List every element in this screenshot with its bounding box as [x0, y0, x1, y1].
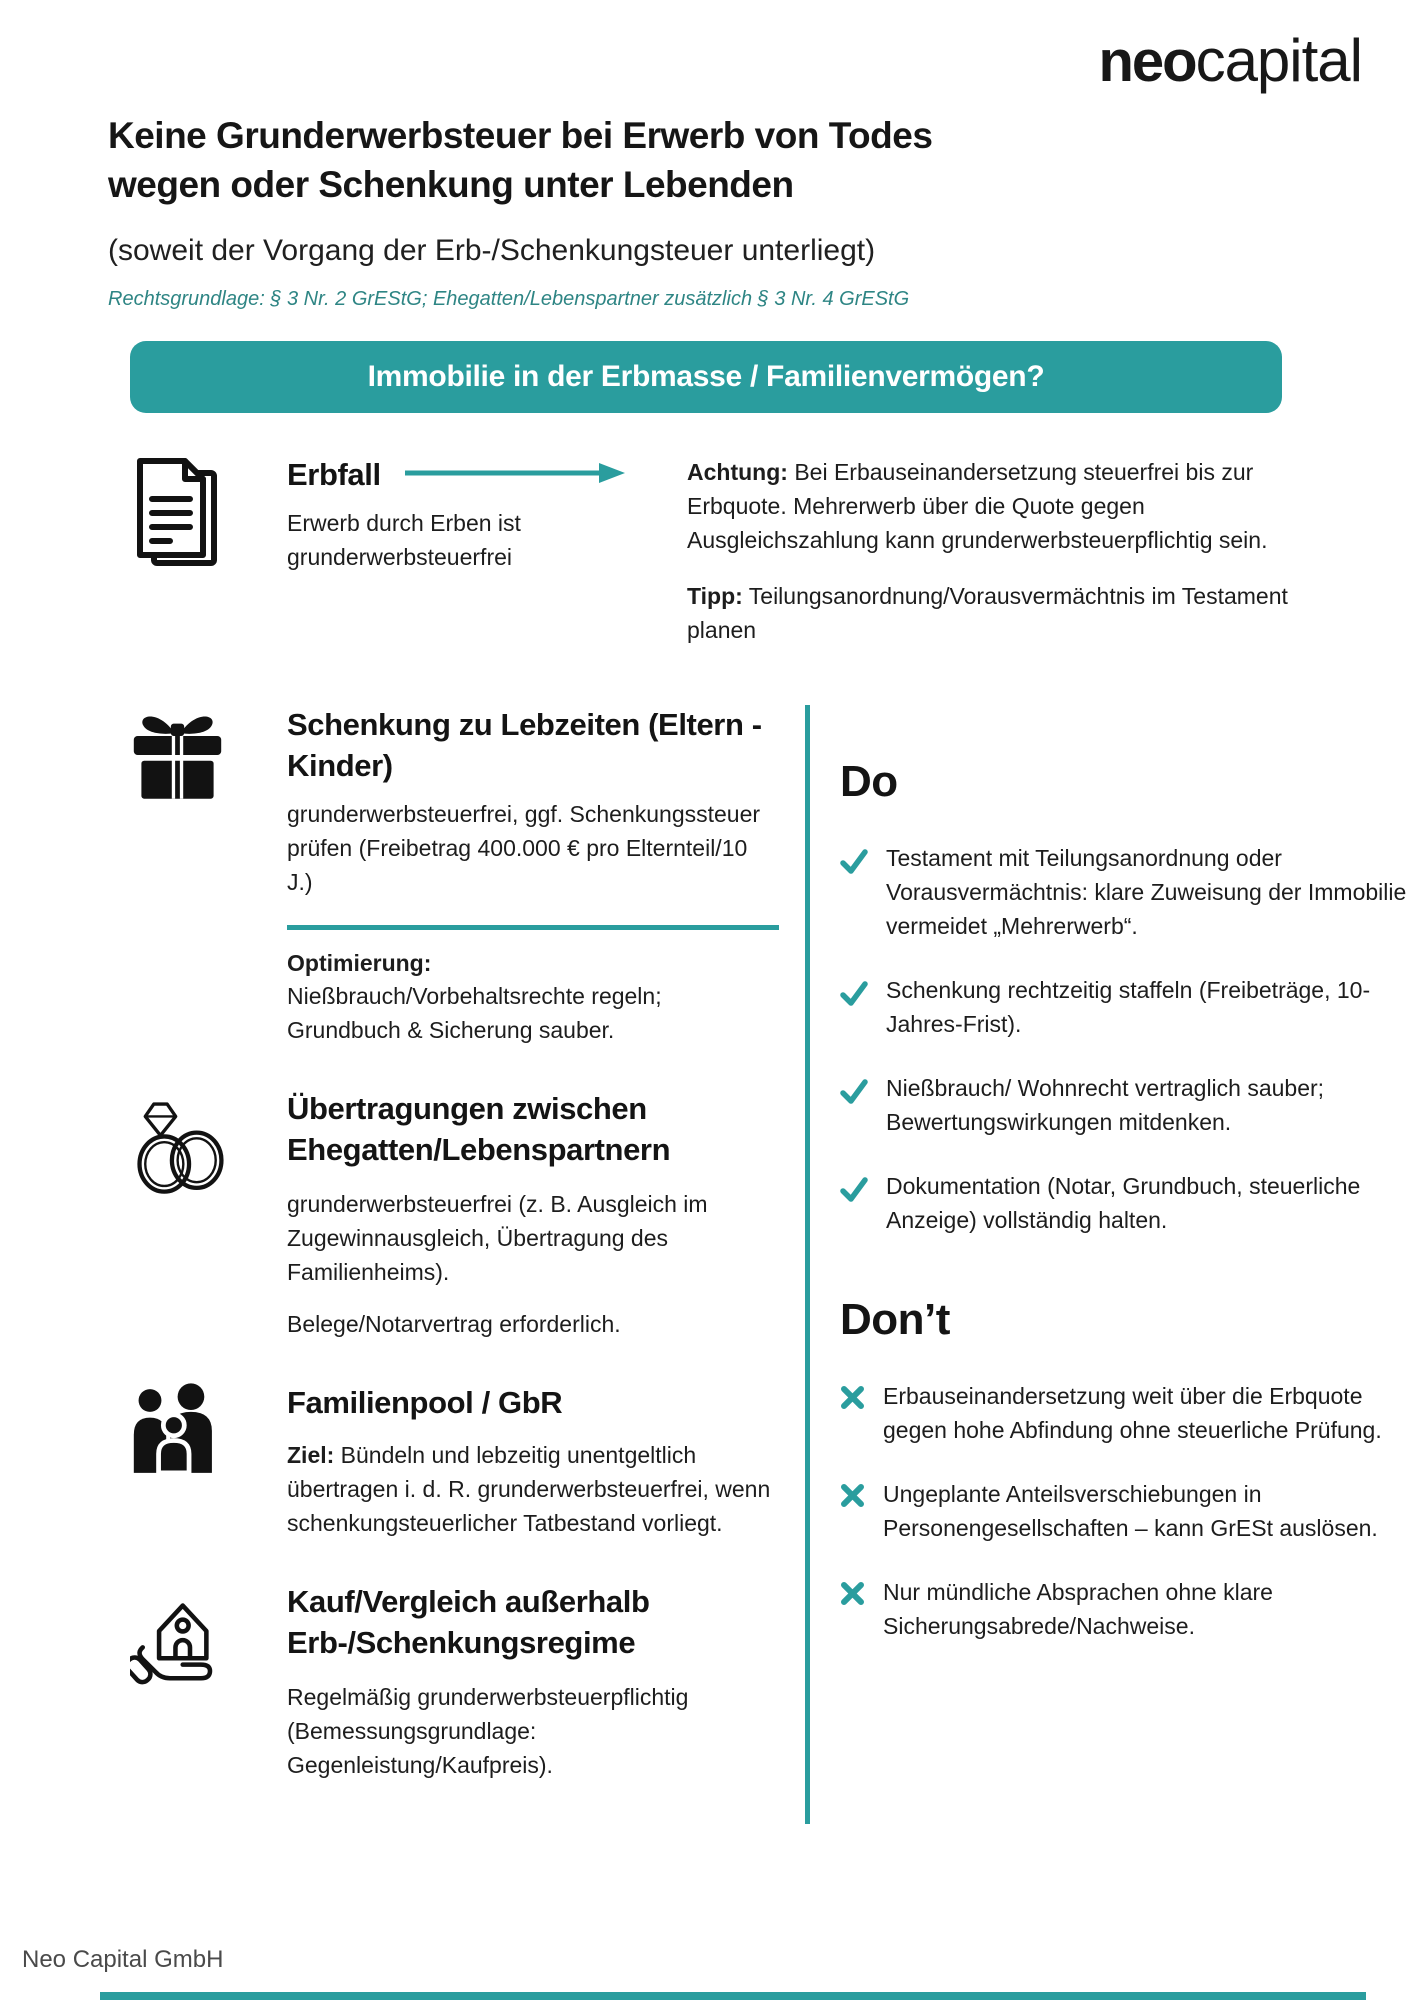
check-icon [840, 841, 868, 943]
erbfall-main [287, 455, 639, 669]
do-item-text: Nießbrauch/ Wohnrecht vertraglich sauber; Bewertungswirkungen mitdenken. [886, 1074, 1325, 1135]
erbfall-body: Erwerb durch Erben ist grunderwerbsteuerfrei [287, 509, 521, 570]
bottom-accent-bar [100, 1992, 1366, 2000]
left-column [130, 705, 805, 1824]
do-item [840, 973, 1414, 1041]
optimierung-text: Nießbrauch/Vorbehaltsrechte regeln; Grundbuch & Sicherung sauber. [287, 982, 662, 1043]
do-item [840, 1071, 1414, 1139]
check-icon [840, 973, 868, 1041]
right-column [805, 705, 1414, 1824]
kauf-section [130, 1582, 805, 1782]
schenkung-body: grunderwerbsteuerfrei, ggf. Schenkungssteuer prüfen (Freibetrag 400.000 € pro Elternteil/10 J.) [287, 800, 761, 895]
optimierung-label: Optimierung: [287, 949, 432, 976]
ehegatten-body2: Belege/Notarvertrag erforderlich. [287, 1310, 621, 1337]
tipp-text: Teilungsanordnung/Vorausvermächtnis im Testament planen [687, 582, 1288, 643]
page-title: Keine Grunderwerbsteuer bei Erwerb von Todes wegen oder Schenkung unter Lebenden [108, 115, 933, 205]
x-icon [840, 1575, 865, 1643]
dont-item-text: Nur mündliche Absprachen ohne klare Sicherungsabrede/Nachweise. [883, 1579, 1273, 1640]
kauf-body: Regelmäßig grunderwerbsteuerpflichtig (Bemessungsgrundlage: Gegenleistung/Kaufpreis). [287, 1683, 689, 1778]
dont-item-text: Erbauseinandersetzung weit über die Erbquote gegen hohe Abfindung ohne steuerliche Prüfung. [883, 1383, 1382, 1444]
neocapital-logo [1098, 26, 1362, 95]
page-subtitle: (soweit der Vorgang der Erb-/Schenkungsteuer unterliegt) [108, 233, 876, 267]
ehegatten-section [130, 1089, 805, 1341]
family-icon [130, 1383, 225, 1540]
kauf-heading: Kauf/Vergleich außerhalb Erb-/Schenkungsregime [287, 1583, 650, 1660]
house-hand-icon [130, 1582, 225, 1782]
ehegatten-heading: Übertragungen zwischen Ehegatten/Lebenspartnern [287, 1090, 671, 1167]
question-banner: Immobilie in der Erbmasse / Familienvermögen? [130, 341, 1282, 413]
ziel-label: Ziel: [287, 1441, 335, 1468]
do-item [840, 1169, 1414, 1237]
dont-item-text: Ungeplante Anteilsverschiebungen in Personengesellschaften – kann GrESt auslösen. [883, 1481, 1378, 1542]
dont-item [840, 1379, 1414, 1447]
do-item [840, 841, 1414, 943]
achtung-label: Achtung: [687, 458, 788, 485]
check-icon [840, 1169, 868, 1237]
schenkung-section [130, 705, 805, 1047]
logo-light-part: capital [1195, 27, 1362, 94]
do-item-text: Dokumentation (Notar, Grundbuch, steuerliche Anzeige) vollständig halten. [886, 1173, 1361, 1234]
tipp-label: Tipp: [687, 582, 743, 609]
dont-item [840, 1575, 1414, 1643]
ziel-text: Bündeln und lebzeitig unentgeltlich übertragen i. d. R. grunderwerbsteuerfrei, wenn schenkungsteuerlicher Tatbestand vorliegt. [287, 1441, 771, 1536]
content-columns [130, 705, 1414, 1824]
achtung-text: Bei Erbauseinandersetzung steuerfrei bis zur Erbquote. Mehrerwerb über die Quote gegen Ausgleichszahlung kann grunderwerbsteuerpflichtig sein. [687, 458, 1268, 553]
familienpool-section [130, 1383, 805, 1540]
teal-divider-rule [287, 925, 779, 930]
document-icon [130, 455, 225, 669]
do-item-text: Schenkung rechtzeitig staffeln (Freibeträge, 10-Jahres-Frist). [886, 976, 1371, 1037]
check-icon [840, 1071, 868, 1139]
logo-bold-part: neo [1098, 29, 1196, 94]
footer-company: Neo Capital GmbH [22, 1946, 224, 1973]
schenkung-heading: Schenkung zu Lebzeiten (Eltern - Kinder) [287, 706, 762, 783]
do-item-text: Testament mit Teilungsanordnung oder Vorausvermächtnis: klare Zuweisung der Immobilie vermeidet „Mehrerwerb“. [886, 844, 1407, 939]
right-arrow-icon [403, 460, 629, 491]
achtung-note [687, 455, 1327, 557]
ehegatten-body: grunderwerbsteuerfrei (z. B. Ausgleich im Zugewinnausgleich, Übertragung des Familienheims). [287, 1190, 708, 1285]
dont-item [840, 1477, 1414, 1545]
familienpool-body [287, 1438, 779, 1540]
erbfall-notes [687, 455, 1327, 669]
dont-heading: Don’t [840, 1295, 950, 1345]
legal-basis-note: Rechtsgrundlage: § 3 Nr. 2 GrEStG; Ehegatten/Lebenspartner zusätzlich § 3 Nr. 4 GrEStG [108, 287, 910, 310]
familienpool-heading: Familienpool / GbR [287, 1384, 563, 1420]
erbfall-heading: Erbfall [287, 456, 381, 492]
wedding-rings-icon [130, 1089, 225, 1341]
x-icon [840, 1379, 865, 1447]
erbfall-section [130, 455, 1364, 669]
gift-icon [130, 705, 225, 1047]
do-heading: Do [840, 756, 898, 806]
tipp-note [687, 579, 1327, 647]
x-icon [840, 1477, 865, 1545]
